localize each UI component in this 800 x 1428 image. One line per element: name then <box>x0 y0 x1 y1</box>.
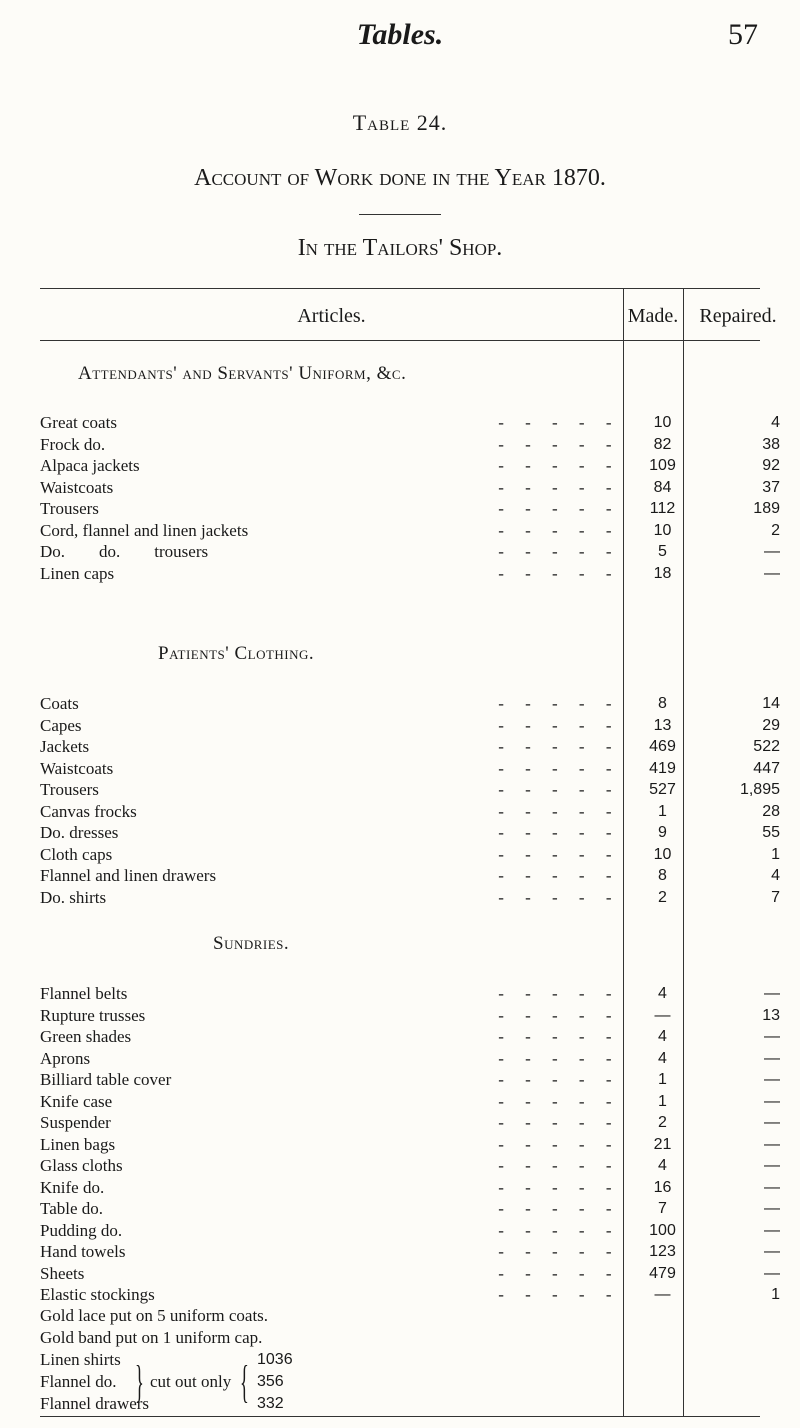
leader-dashes: - - - - - <box>498 1005 620 1025</box>
repaired-value: 37 <box>762 478 780 496</box>
repaired-value: — <box>764 1178 780 1196</box>
article-name: Trousers <box>40 779 107 801</box>
right-brace: { <box>240 1356 249 1407</box>
made-value: 100 <box>649 1221 676 1239</box>
made-value: 419 <box>649 759 676 777</box>
table-row <box>40 1134 780 1156</box>
left-brace: } <box>135 1356 144 1407</box>
table-row <box>40 736 780 758</box>
made-value: 1 <box>658 1071 667 1088</box>
cut-out-quantity: 332 <box>257 1395 284 1412</box>
article-name: Great coats <box>40 412 125 434</box>
table-row <box>40 1284 780 1306</box>
article-name: Coats <box>40 693 87 715</box>
repaired-value: — <box>764 985 780 1002</box>
leader-dashes: - - - - - <box>498 1134 620 1154</box>
article-name: Flannel and linen drawers <box>40 865 224 887</box>
article-name: Frock do. <box>40 434 113 456</box>
article-name: Cloth caps <box>40 844 120 866</box>
section-heading: Patients' Clothing. <box>158 643 315 664</box>
table-row <box>40 758 780 780</box>
page-number: 57 <box>728 18 758 51</box>
article-name: Hand towels <box>40 1241 133 1263</box>
made-value: 8 <box>658 695 667 712</box>
section-heading: Attendants' and Servants' Uniform, &c. <box>78 363 407 384</box>
leader-dashes: - - - - - <box>498 456 620 475</box>
made-value: 13 <box>653 716 672 734</box>
repaired-value: 522 <box>753 738 780 755</box>
table-row <box>40 1198 780 1220</box>
table-row <box>40 822 780 844</box>
article-name: Sheets <box>40 1263 92 1285</box>
leader-dashes: - - - - - <box>498 1285 620 1304</box>
repaired-value: — <box>764 564 780 582</box>
leader-dashes: - - - - - <box>498 887 620 907</box>
table-subtitle: In the Tailors' Shop. <box>297 235 503 261</box>
leader-dashes: - - - - - <box>498 780 620 799</box>
title-rule <box>359 214 441 215</box>
article-name: Capes <box>40 715 90 737</box>
repaired-value: — <box>764 1264 780 1282</box>
leader-dashes: - - - - - <box>498 1091 620 1111</box>
made-value: 9 <box>658 824 667 841</box>
made-value: 21 <box>653 1135 672 1153</box>
leader-dashes: - - - - - <box>498 477 620 497</box>
repaired-value: — <box>764 1028 780 1045</box>
made-value: 4 <box>658 1028 667 1045</box>
leader-dashes: - - - - - <box>498 984 620 1003</box>
made-value: 123 <box>649 1243 676 1260</box>
article-name: Flannel belts <box>40 983 135 1005</box>
cut-out-item: Linen shirts <box>40 1350 121 1369</box>
leader-dashes: - - - - - <box>498 1070 620 1089</box>
repaired-value: 1,895 <box>739 781 780 798</box>
repaired-value: 1 <box>771 1286 780 1303</box>
article-name: Alpaca jackets <box>40 455 148 477</box>
table-top-rule <box>40 288 760 289</box>
repaired-value: 7 <box>771 888 780 906</box>
table-row <box>40 779 780 801</box>
table-row <box>40 983 780 1005</box>
repaired-value: — <box>764 1135 780 1153</box>
made-value: 527 <box>649 781 676 798</box>
made-value: 1 <box>658 802 667 820</box>
repaired-value: 14 <box>762 695 780 712</box>
leader-dashes: - - - - - <box>498 844 620 864</box>
repaired-value: 189 <box>753 500 780 517</box>
table-row <box>40 1241 780 1263</box>
table-row <box>40 887 780 909</box>
repaired-value: — <box>764 1071 780 1088</box>
article-name: Pudding do. <box>40 1220 130 1242</box>
leader-dashes: - - - - - <box>498 758 620 778</box>
leader-dashes: - - - - - <box>498 520 620 540</box>
made-value: 4 <box>658 1157 667 1174</box>
column-header-made: Made. <box>627 305 679 327</box>
table-row <box>40 412 780 434</box>
repaired-value: 4 <box>771 867 780 884</box>
article-name: Glass cloths <box>40 1155 131 1177</box>
made-value: — <box>654 1006 671 1024</box>
cut-out-quantity: 356 <box>257 1373 284 1390</box>
made-value: 4 <box>658 985 667 1002</box>
leader-dashes: - - - - - <box>498 1156 620 1175</box>
repaired-value: 4 <box>771 414 780 431</box>
repaired-value: — <box>764 543 780 560</box>
leader-dashes: - - - - - <box>498 542 620 561</box>
repaired-value: — <box>764 1221 780 1239</box>
table-row <box>40 1177 780 1199</box>
leader-dashes: - - - - - <box>498 1263 620 1283</box>
leader-dashes: - - - - - <box>498 1177 620 1197</box>
made-value: 112 <box>649 500 676 517</box>
repaired-value: — <box>764 1200 780 1217</box>
article-name: Waistcoats <box>40 477 121 499</box>
table-row <box>40 1005 780 1027</box>
made-value: 82 <box>653 435 672 453</box>
table-label: Table 24. <box>352 110 448 135</box>
article-name: Linen bags <box>40 1134 123 1156</box>
table-row <box>40 1069 780 1091</box>
section-heading: Sundries. <box>213 933 290 954</box>
leader-dashes: - - - - - <box>498 823 620 842</box>
leader-dashes: - - - - - <box>498 563 620 583</box>
article-name: Green shades <box>40 1026 139 1048</box>
leader-dashes: - - - - - <box>498 1199 620 1218</box>
article-name: Canvas frocks <box>40 801 145 823</box>
table-row <box>40 1026 780 1048</box>
repaired-value: 92 <box>762 457 780 474</box>
table-row <box>40 520 780 542</box>
made-value: 10 <box>653 414 672 431</box>
leader-dashes: - - - - - <box>498 413 620 432</box>
repaired-value: 447 <box>753 759 780 777</box>
leader-dashes: - - - - - <box>498 499 620 518</box>
repaired-value: 1 <box>771 845 780 863</box>
made-value: 109 <box>649 457 676 474</box>
article-name: Rupture trusses <box>40 1005 153 1027</box>
article-name: Jackets <box>40 736 97 758</box>
leader-dashes: - - - - - <box>498 1027 620 1046</box>
leader-dashes: - - - - - <box>498 694 620 713</box>
table-row <box>40 541 780 563</box>
table-row <box>40 1091 780 1113</box>
repaired-value: 38 <box>762 435 780 453</box>
table-row <box>40 801 780 823</box>
made-value: — <box>654 1286 671 1303</box>
article-name: Do. shirts <box>40 887 114 909</box>
leader-dashes: - - - - - <box>498 434 620 454</box>
article-name: Linen caps <box>40 563 122 585</box>
made-value: 4 <box>658 1049 667 1067</box>
made-value: 16 <box>653 1178 672 1196</box>
made-value: 10 <box>653 521 672 539</box>
leader-dashes: - - - - - <box>498 715 620 735</box>
article-name: Aprons <box>40 1048 98 1070</box>
article-name: Trousers <box>40 498 107 520</box>
repaired-value: 28 <box>762 802 780 820</box>
column-header-articles: Articles. <box>297 305 366 327</box>
cut-out-label: cut out only <box>150 1372 232 1391</box>
leader-dashes: - - - - - <box>498 1113 620 1132</box>
article-name: Suspender <box>40 1112 119 1134</box>
table-row <box>40 477 780 499</box>
repaired-value: — <box>764 1049 780 1067</box>
table-row <box>40 1112 780 1134</box>
repaired-value: — <box>764 1092 780 1110</box>
table-row <box>40 434 780 456</box>
note-gold-lace: Gold lace put on 5 uniform coats. <box>40 1306 269 1325</box>
table-row <box>40 715 780 737</box>
repaired-value: 2 <box>771 521 780 539</box>
leader-dashes: - - - - - <box>498 1242 620 1261</box>
leader-dashes: - - - - - <box>498 866 620 885</box>
note-gold-band: Gold band put on 1 uniform cap. <box>40 1328 263 1347</box>
article-name: Billiard table cover <box>40 1069 179 1091</box>
cut-out-item: Flannel drawers <box>40 1394 150 1413</box>
made-value: 7 <box>658 1200 667 1217</box>
table-row <box>40 693 780 715</box>
repaired-value: 55 <box>762 824 780 841</box>
repaired-value: — <box>764 1114 780 1131</box>
made-value: 1 <box>658 1092 667 1110</box>
leader-dashes: - - - - - <box>498 1220 620 1240</box>
repaired-value: — <box>764 1157 780 1174</box>
table-row <box>40 563 780 585</box>
made-value: 479 <box>649 1264 676 1282</box>
table-row <box>40 1263 780 1285</box>
article-name: Elastic stockings <box>40 1284 163 1306</box>
running-title: Tables. <box>356 18 444 51</box>
table-row <box>40 1220 780 1242</box>
article-name: Do. do. trousers <box>40 541 216 563</box>
table-row <box>40 844 780 866</box>
article-name: Waistcoats <box>40 758 121 780</box>
table-row <box>40 498 780 520</box>
made-value: 2 <box>658 1114 667 1131</box>
table-row <box>40 1048 780 1070</box>
leader-dashes: - - - - - <box>498 1048 620 1068</box>
table-title: Account of Work done in the Year 1870. <box>194 165 606 191</box>
repaired-value: 29 <box>762 716 780 734</box>
repaired-value: — <box>764 1243 780 1260</box>
header-bottom-rule <box>40 340 760 341</box>
table-row <box>40 1155 780 1177</box>
made-value: 84 <box>653 478 672 496</box>
made-value: 469 <box>649 738 676 755</box>
article-name: Do. dresses <box>40 822 126 844</box>
cut-out-item: Flannel do. <box>40 1372 117 1391</box>
column-header-repaired: Repaired. <box>699 305 777 327</box>
leader-dashes: - - - - - <box>498 737 620 756</box>
running-header <box>0 18 800 58</box>
made-value: 18 <box>653 564 672 582</box>
cut-out-quantity: 1036 <box>257 1351 293 1368</box>
repaired-value: 13 <box>762 1006 780 1024</box>
leader-dashes: - - - - - <box>498 801 620 821</box>
made-value: 8 <box>658 867 667 884</box>
article-name: Cord, flannel and linen jackets <box>40 520 256 542</box>
table-bottom-rule <box>40 1416 760 1417</box>
article-name: Knife case <box>40 1091 120 1113</box>
made-value: 2 <box>658 888 667 906</box>
table-row <box>40 865 780 887</box>
article-name: Knife do. <box>40 1177 112 1199</box>
made-value: 5 <box>658 543 667 560</box>
article-name: Table do. <box>40 1198 111 1220</box>
made-value: 10 <box>653 845 672 863</box>
table-row <box>40 455 780 477</box>
